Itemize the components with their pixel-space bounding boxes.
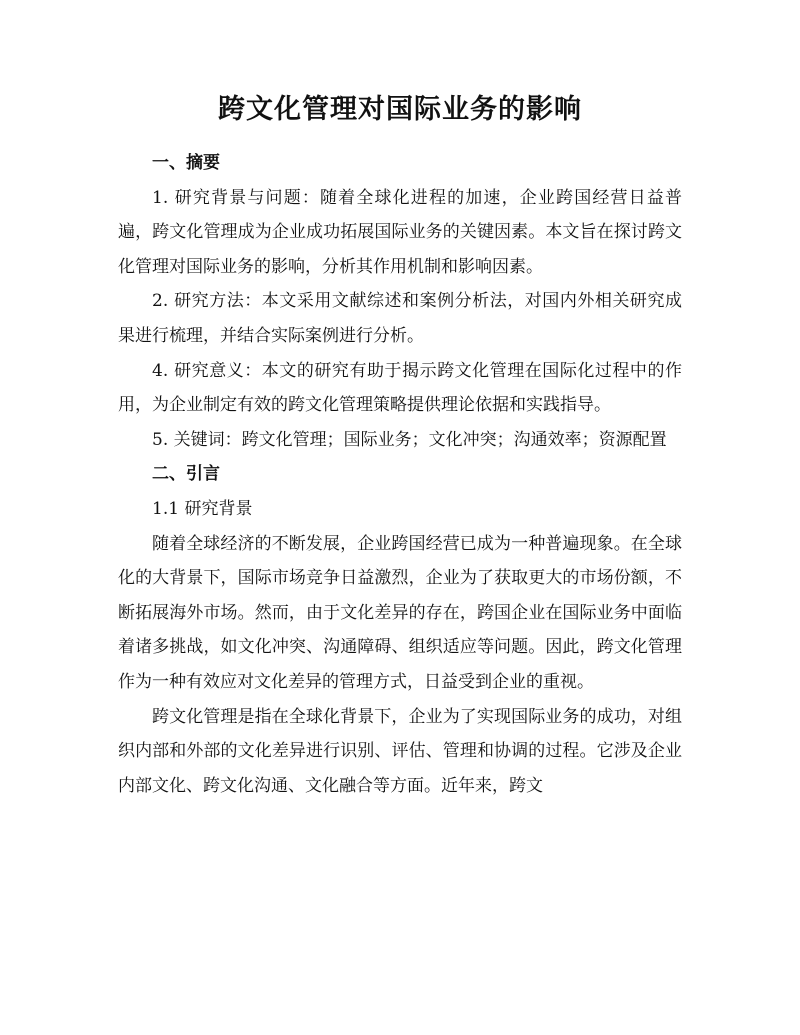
intro-paragraph-1: 随着全球经济的不断发展，企业跨国经营已成为一种普遍现象。在全球化的大背景下，国际市场竞争日益激烈，企业为了获取更大的市场份额，不断拓展海外市场。然而，由于文化差异的存在，跨国企业在国际业务中面临着诸多挑战，如文化冲突、沟通障碍、组织适应等问题。因此，跨文化管理作为一种有效应对文化差异的管理方式，日益受到企业的重视。 — [118, 533, 682, 692]
section-heading-introduction: 二、引言 — [152, 464, 220, 485]
document-title: 跨文化管理对国际业务的影响 — [218, 94, 582, 125]
abstract-paragraph-keywords: 5. 关键词：跨文化管理；国际业务；文化冲突；沟通效率；资源配置 — [152, 429, 667, 450]
subsection-heading-background: 1.1 研究背景 — [152, 498, 253, 519]
abstract-paragraph-significance: 4. 研究意义：本文的研究有助于揭示跨文化管理在国际化过程中的作用，为企业制定有效的跨文化管理策略提供理论依据和实践指导。 — [118, 360, 682, 416]
section-heading-abstract: 一、摘要 — [152, 153, 220, 173]
document-body — [118, 146, 682, 803]
abstract-paragraph-method: 2. 研究方法：本文采用文献综述和案例分析法，对国内外相关研究成果进行梳理，并结合实际案例进行分析。 — [118, 291, 682, 346]
intro-paragraph-2: 跨文化管理是指在全球化背景下，企业为了实现国际业务的成功，对组织内部和外部的文化差异进行识别、评估、管理和协调的过程。它涉及企业内部文化、跨文化沟通、文化融合等方面。近年来，跨文 — [118, 706, 682, 796]
abstract-paragraph-background: 1. 研究背景与问题：随着全球化进程的加速，企业跨国经营日益普遍，跨文化管理成为企业成功拓展国际业务的关键因素。本文旨在探讨跨文化管理对国际业务的影响，分析其作用机制和影响因素。 — [118, 187, 682, 277]
